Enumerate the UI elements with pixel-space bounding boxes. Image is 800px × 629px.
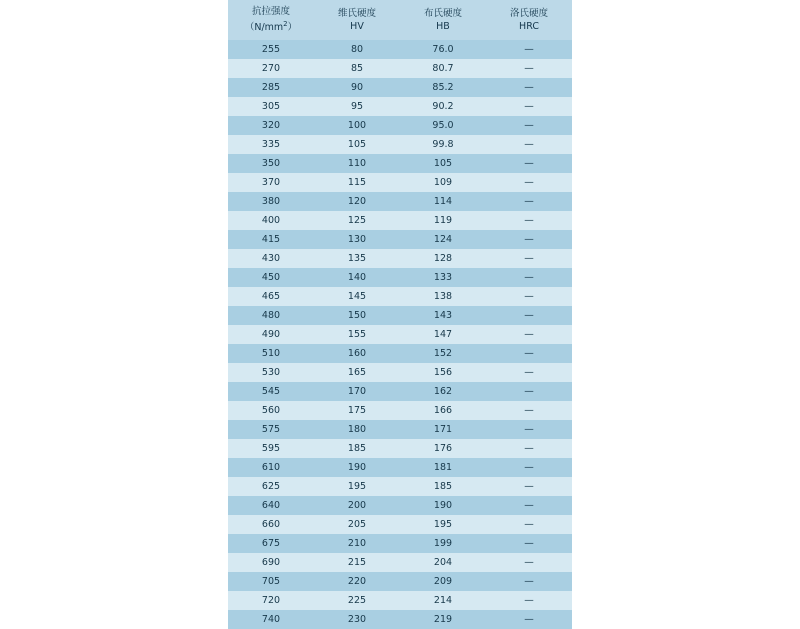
cell-vickers: 170 — [314, 382, 400, 401]
cell-brinell: 133 — [400, 268, 486, 287]
cell-tensile-strength: 575 — [228, 420, 314, 439]
cell-brinell: 114 — [400, 192, 486, 211]
cell-rockwell: — — [486, 173, 572, 192]
table-row — [228, 515, 572, 534]
cell-vickers: 90 — [314, 78, 400, 97]
cell-vickers: 95 — [314, 97, 400, 116]
cell-tensile-strength: 740 — [228, 610, 314, 629]
column-header-vickers-line1: 维氏硬度 — [337, 7, 376, 19]
cell-vickers: 185 — [314, 439, 400, 458]
cell-tensile-strength: 640 — [228, 496, 314, 515]
cell-vickers: 105 — [314, 135, 400, 154]
cell-rockwell: — — [486, 401, 572, 420]
cell-vickers: 145 — [314, 287, 400, 306]
cell-rockwell: — — [486, 572, 572, 591]
cell-vickers: 195 — [314, 477, 400, 496]
cell-tensile-strength: 400 — [228, 211, 314, 230]
cell-tensile-strength: 595 — [228, 439, 314, 458]
cell-rockwell: — — [486, 458, 572, 477]
cell-brinell: 124 — [400, 230, 486, 249]
cell-brinell: 109 — [400, 173, 486, 192]
cell-rockwell: — — [486, 268, 572, 287]
table-row — [228, 496, 572, 515]
cell-brinell: 219 — [400, 610, 486, 629]
column-header-tensile-strength-line2 — [230, 18, 312, 34]
column-header-tensile-strength-line1: 抗拉强度 — [251, 6, 290, 17]
cell-brinell: 143 — [400, 306, 486, 325]
column-header-vickers — [314, 0, 400, 40]
cell-vickers: 205 — [314, 515, 400, 534]
cell-tensile-strength: 690 — [228, 553, 314, 572]
cell-vickers: 155 — [314, 325, 400, 344]
cell-brinell: 90.2 — [400, 97, 486, 116]
cell-brinell: 138 — [400, 287, 486, 306]
cell-brinell: 190 — [400, 496, 486, 515]
cell-brinell: 176 — [400, 439, 486, 458]
table-row — [228, 116, 572, 135]
cell-rockwell: — — [486, 154, 572, 173]
table-row — [228, 420, 572, 439]
cell-brinell: 204 — [400, 553, 486, 572]
cell-rockwell: — — [486, 211, 572, 230]
cell-tensile-strength: 490 — [228, 325, 314, 344]
cell-rockwell: — — [486, 249, 572, 268]
cell-rockwell: — — [486, 477, 572, 496]
column-header-rockwell-line2: HRC — [519, 20, 539, 32]
cell-vickers: 215 — [314, 553, 400, 572]
cell-vickers: 100 — [314, 116, 400, 135]
cell-tensile-strength: 350 — [228, 154, 314, 173]
cell-tensile-strength: 625 — [228, 477, 314, 496]
unit-suffix: ） — [287, 22, 298, 34]
table-row — [228, 287, 572, 306]
cell-tensile-strength: 450 — [228, 268, 314, 287]
cell-tensile-strength: 415 — [228, 230, 314, 249]
cell-vickers: 110 — [314, 154, 400, 173]
cell-rockwell: — — [486, 287, 572, 306]
cell-tensile-strength: 480 — [228, 306, 314, 325]
table-row — [228, 78, 572, 97]
table-row — [228, 363, 572, 382]
table-row — [228, 135, 572, 154]
cell-rockwell: — — [486, 325, 572, 344]
cell-tensile-strength: 720 — [228, 591, 314, 610]
table-row — [228, 572, 572, 591]
cell-brinell: 80.7 — [400, 59, 486, 78]
cell-vickers: 210 — [314, 534, 400, 553]
table-body — [228, 40, 572, 629]
cell-rockwell: — — [486, 97, 572, 116]
cell-brinell: 105 — [400, 154, 486, 173]
cell-tensile-strength: 610 — [228, 458, 314, 477]
cell-rockwell: — — [486, 363, 572, 382]
cell-rockwell: — — [486, 610, 572, 629]
cell-vickers: 230 — [314, 610, 400, 629]
cell-tensile-strength: 675 — [228, 534, 314, 553]
cell-brinell: 156 — [400, 363, 486, 382]
table-row — [228, 268, 572, 287]
column-header-brinell — [400, 0, 486, 40]
table-row — [228, 230, 572, 249]
cell-tensile-strength: 545 — [228, 382, 314, 401]
cell-brinell: 162 — [400, 382, 486, 401]
column-header-vickers-line2: HV — [350, 20, 364, 32]
cell-rockwell: — — [486, 515, 572, 534]
cell-brinell: 185 — [400, 477, 486, 496]
cell-vickers: 80 — [314, 40, 400, 59]
cell-tensile-strength: 370 — [228, 173, 314, 192]
table-row — [228, 382, 572, 401]
cell-rockwell: — — [486, 496, 572, 515]
cell-brinell: 95.0 — [400, 116, 486, 135]
cell-vickers: 140 — [314, 268, 400, 287]
table-row — [228, 477, 572, 496]
table-row — [228, 534, 572, 553]
unit-prefix: （N/mm — [244, 22, 284, 34]
table-row — [228, 192, 572, 211]
cell-rockwell: — — [486, 135, 572, 154]
column-header-rockwell-line1: 洛氏硬度 — [509, 7, 548, 19]
unit-exponent: 2 — [283, 20, 288, 28]
cell-rockwell: — — [486, 40, 572, 59]
cell-vickers: 130 — [314, 230, 400, 249]
cell-brinell: 166 — [400, 401, 486, 420]
table-row — [228, 401, 572, 420]
cell-rockwell: — — [486, 382, 572, 401]
cell-rockwell: — — [486, 439, 572, 458]
table-row — [228, 173, 572, 192]
table-row — [228, 553, 572, 572]
table-row — [228, 97, 572, 116]
cell-brinell: 76.0 — [400, 40, 486, 59]
cell-rockwell: — — [486, 192, 572, 211]
cell-vickers: 225 — [314, 591, 400, 610]
cell-tensile-strength: 255 — [228, 40, 314, 59]
cell-vickers: 175 — [314, 401, 400, 420]
cell-tensile-strength: 380 — [228, 192, 314, 211]
cell-tensile-strength: 510 — [228, 344, 314, 363]
table-row — [228, 249, 572, 268]
table-row — [228, 154, 572, 173]
cell-tensile-strength: 465 — [228, 287, 314, 306]
column-header-brinell-line2: HB — [436, 20, 450, 32]
column-header-rockwell — [486, 0, 572, 40]
cell-tensile-strength: 705 — [228, 572, 314, 591]
cell-vickers: 135 — [314, 249, 400, 268]
cell-vickers: 160 — [314, 344, 400, 363]
cell-brinell: 119 — [400, 211, 486, 230]
column-header-brinell-line1: 布氏硬度 — [423, 7, 462, 19]
table-header-row — [228, 0, 572, 40]
cell-brinell: 152 — [400, 344, 486, 363]
table-row — [228, 325, 572, 344]
table-row — [228, 610, 572, 629]
cell-rockwell: — — [486, 78, 572, 97]
cell-brinell: 199 — [400, 534, 486, 553]
cell-tensile-strength: 285 — [228, 78, 314, 97]
cell-rockwell: — — [486, 230, 572, 249]
cell-tensile-strength: 530 — [228, 363, 314, 382]
cell-vickers: 120 — [314, 192, 400, 211]
cell-vickers: 220 — [314, 572, 400, 591]
hardness-conversion-table — [228, 0, 572, 629]
table-row — [228, 591, 572, 610]
cell-vickers: 165 — [314, 363, 400, 382]
cell-tensile-strength: 430 — [228, 249, 314, 268]
cell-rockwell: — — [486, 591, 572, 610]
cell-brinell: 85.2 — [400, 78, 486, 97]
cell-rockwell: — — [486, 59, 572, 78]
hardness-conversion-table-container — [228, 0, 572, 629]
cell-brinell: 214 — [400, 591, 486, 610]
cell-tensile-strength: 320 — [228, 116, 314, 135]
cell-brinell: 209 — [400, 572, 486, 591]
cell-tensile-strength: 270 — [228, 59, 314, 78]
cell-tensile-strength: 305 — [228, 97, 314, 116]
table-row — [228, 59, 572, 78]
cell-rockwell: — — [486, 420, 572, 439]
cell-brinell: 128 — [400, 249, 486, 268]
cell-tensile-strength: 560 — [228, 401, 314, 420]
cell-rockwell: — — [486, 306, 572, 325]
cell-brinell: 99.8 — [400, 135, 486, 154]
cell-vickers: 200 — [314, 496, 400, 515]
cell-vickers: 180 — [314, 420, 400, 439]
cell-tensile-strength: 335 — [228, 135, 314, 154]
cell-brinell: 181 — [400, 458, 486, 477]
cell-vickers: 150 — [314, 306, 400, 325]
table-row — [228, 439, 572, 458]
cell-rockwell: — — [486, 534, 572, 553]
table-row — [228, 344, 572, 363]
table-header — [228, 0, 572, 40]
cell-vickers: 85 — [314, 59, 400, 78]
cell-rockwell: — — [486, 553, 572, 572]
cell-rockwell: — — [486, 116, 572, 135]
cell-brinell: 195 — [400, 515, 486, 534]
table-row — [228, 306, 572, 325]
cell-tensile-strength: 660 — [228, 515, 314, 534]
cell-vickers: 125 — [314, 211, 400, 230]
column-header-tensile-strength — [228, 0, 314, 40]
cell-brinell: 147 — [400, 325, 486, 344]
cell-brinell: 171 — [400, 420, 486, 439]
table-row — [228, 458, 572, 477]
table-row — [228, 40, 572, 59]
cell-rockwell: — — [486, 344, 572, 363]
cell-vickers: 115 — [314, 173, 400, 192]
cell-vickers: 190 — [314, 458, 400, 477]
table-row — [228, 211, 572, 230]
